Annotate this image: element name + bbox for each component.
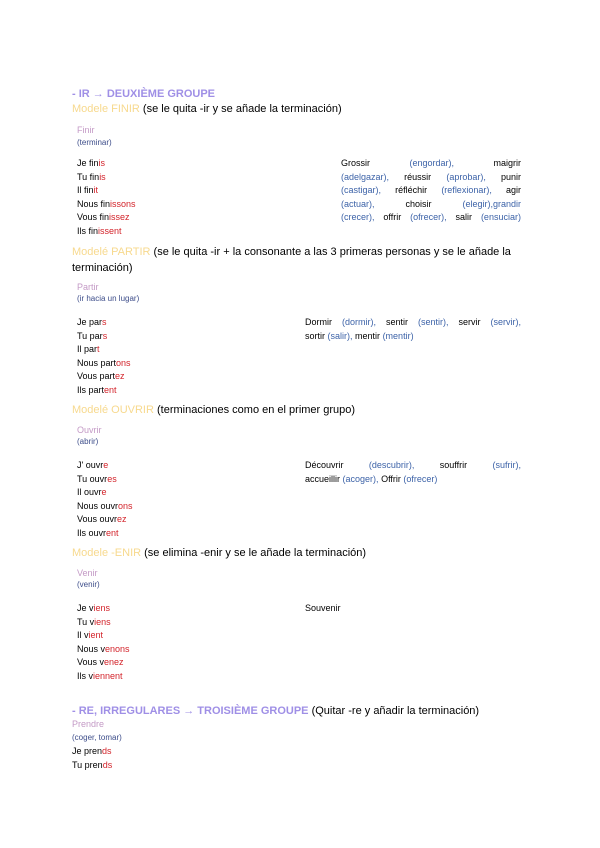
model-partir-rule-cont: terminación) [72, 262, 133, 274]
verbs-line: Grossir (engordar), maigrir [341, 158, 521, 168]
ouvrir-translation: (abrir) [77, 437, 99, 446]
conjugation-row: Ils ouvrent [77, 527, 119, 538]
model-ouvrir-title [72, 404, 355, 416]
finir-conjugation [77, 157, 136, 238]
verbs-line: accueillir (acoger), Offrir (ofrecer) [305, 473, 438, 484]
conjugation-row: Tu ouvres [77, 473, 117, 484]
partir-conjugation [77, 316, 131, 397]
ouvrir-infinitive: Ouvrir [77, 425, 102, 435]
conjugation-row: Vous venez [77, 657, 124, 667]
verbs-line: (crecer), offrir (ofrecer), salir (ensuciar) [341, 212, 521, 222]
group3-translation: (coger, tomar) [72, 733, 122, 742]
model-enir-title [72, 547, 366, 559]
conjugation-row: Ils viennent [77, 670, 123, 681]
model-finir-rule: (se le quita -ir y se añade la terminación) [139, 103, 342, 115]
ouvrir-conjugation [77, 459, 133, 540]
conjugation-row: Nous partons [77, 357, 131, 368]
verbs-line: sortir (salir), mentir (mentir) [305, 330, 414, 341]
conjugation-row: Tu prends [72, 759, 113, 770]
conjugation-row: Il finit [77, 185, 99, 195]
model-enir-label: Modele -ENIR [72, 547, 142, 559]
conjugation-row: Tu pars [77, 330, 108, 341]
model-finir-label: Modele FINIR [72, 103, 140, 115]
verbs-line: (castigar), réfléchir (reflexionar), agir [341, 185, 521, 195]
conjugation-row: Je prends [72, 746, 112, 756]
finir-translation: (terminar) [77, 138, 112, 147]
conjugation-row: Nous venons [77, 643, 130, 654]
conjugation-row: Ils finissent [77, 225, 122, 236]
group2-heading: - IR → DEUXIÈME GROUPE [72, 88, 216, 100]
model-partir-label: Modelé PARTIR [72, 246, 151, 258]
conjugation-row: Il vient [77, 630, 104, 640]
finir-similar-verbs [341, 157, 521, 225]
ouvrir-similar-verbs [305, 459, 521, 486]
verbs-line: (actuar), choisir (elegir),grandir [341, 198, 521, 209]
conjugation-row: Je finis [77, 158, 106, 168]
model-enir-rule: (se elimina -enir y se le añade la terminación) [141, 547, 367, 559]
conjugation-row: Il part [77, 344, 100, 354]
conjugation-row: Tu viens [77, 616, 111, 627]
verbs-line: (adelgazar), réussir (aprobar), punir [341, 171, 521, 182]
enir-conjugation [77, 602, 130, 683]
conjugation-row: J' ouvre [77, 460, 109, 470]
partir-similar-verbs [305, 316, 521, 343]
enir-translation: (venir) [77, 580, 100, 589]
conjugation-row: Vous finissez [77, 212, 130, 222]
model-ouvrir-label: Modelé OUVRIR [72, 404, 154, 416]
finir-infinitive: Finir [77, 125, 95, 135]
model-partir-title [72, 246, 511, 258]
conjugation-row: Nous finissons [77, 198, 136, 209]
model-partir-rule: (se le quita -ir + la consonante a las 3 primeras personas y se le añade la [150, 246, 511, 258]
conjugation-row: Il ouvre [77, 487, 107, 497]
model-ouvrir-rule: (terminaciones como en el primer grupo) [153, 404, 356, 416]
conjugation-row: Vous partez [77, 371, 125, 381]
conjugation-row: Tu finis [77, 171, 106, 182]
group3-conjugation [72, 745, 112, 772]
verbs-line: Dormir (dormir), sentir (sentir), servir (servir), [305, 317, 521, 327]
partir-infinitive: Partir [77, 282, 99, 292]
group3-infinitive: Prendre [72, 719, 105, 729]
conjugation-row: Ils partent [77, 384, 117, 395]
model-finir-title [72, 103, 342, 115]
group3-rule: (Quitar -re y añadir la terminación) [308, 705, 480, 717]
conjugation-row: Je viens [77, 603, 111, 613]
conjugation-row: Nous ouvrons [77, 500, 133, 511]
enir-infinitive: Venir [77, 568, 98, 578]
verbs-line: Découvrir (descubrir), souffrir (sufrir), [305, 460, 521, 470]
conjugation-row: Je pars [77, 317, 107, 327]
group3-heading-line [72, 705, 479, 717]
group3-heading: - RE, IRREGULARES → TROISIÈME GROUPE [72, 705, 309, 717]
partir-translation: (ir hacia un lugar) [77, 294, 140, 303]
enir-similar-verbs: Souvenir [305, 603, 341, 613]
conjugation-row: Vous ouvrez [77, 514, 127, 524]
